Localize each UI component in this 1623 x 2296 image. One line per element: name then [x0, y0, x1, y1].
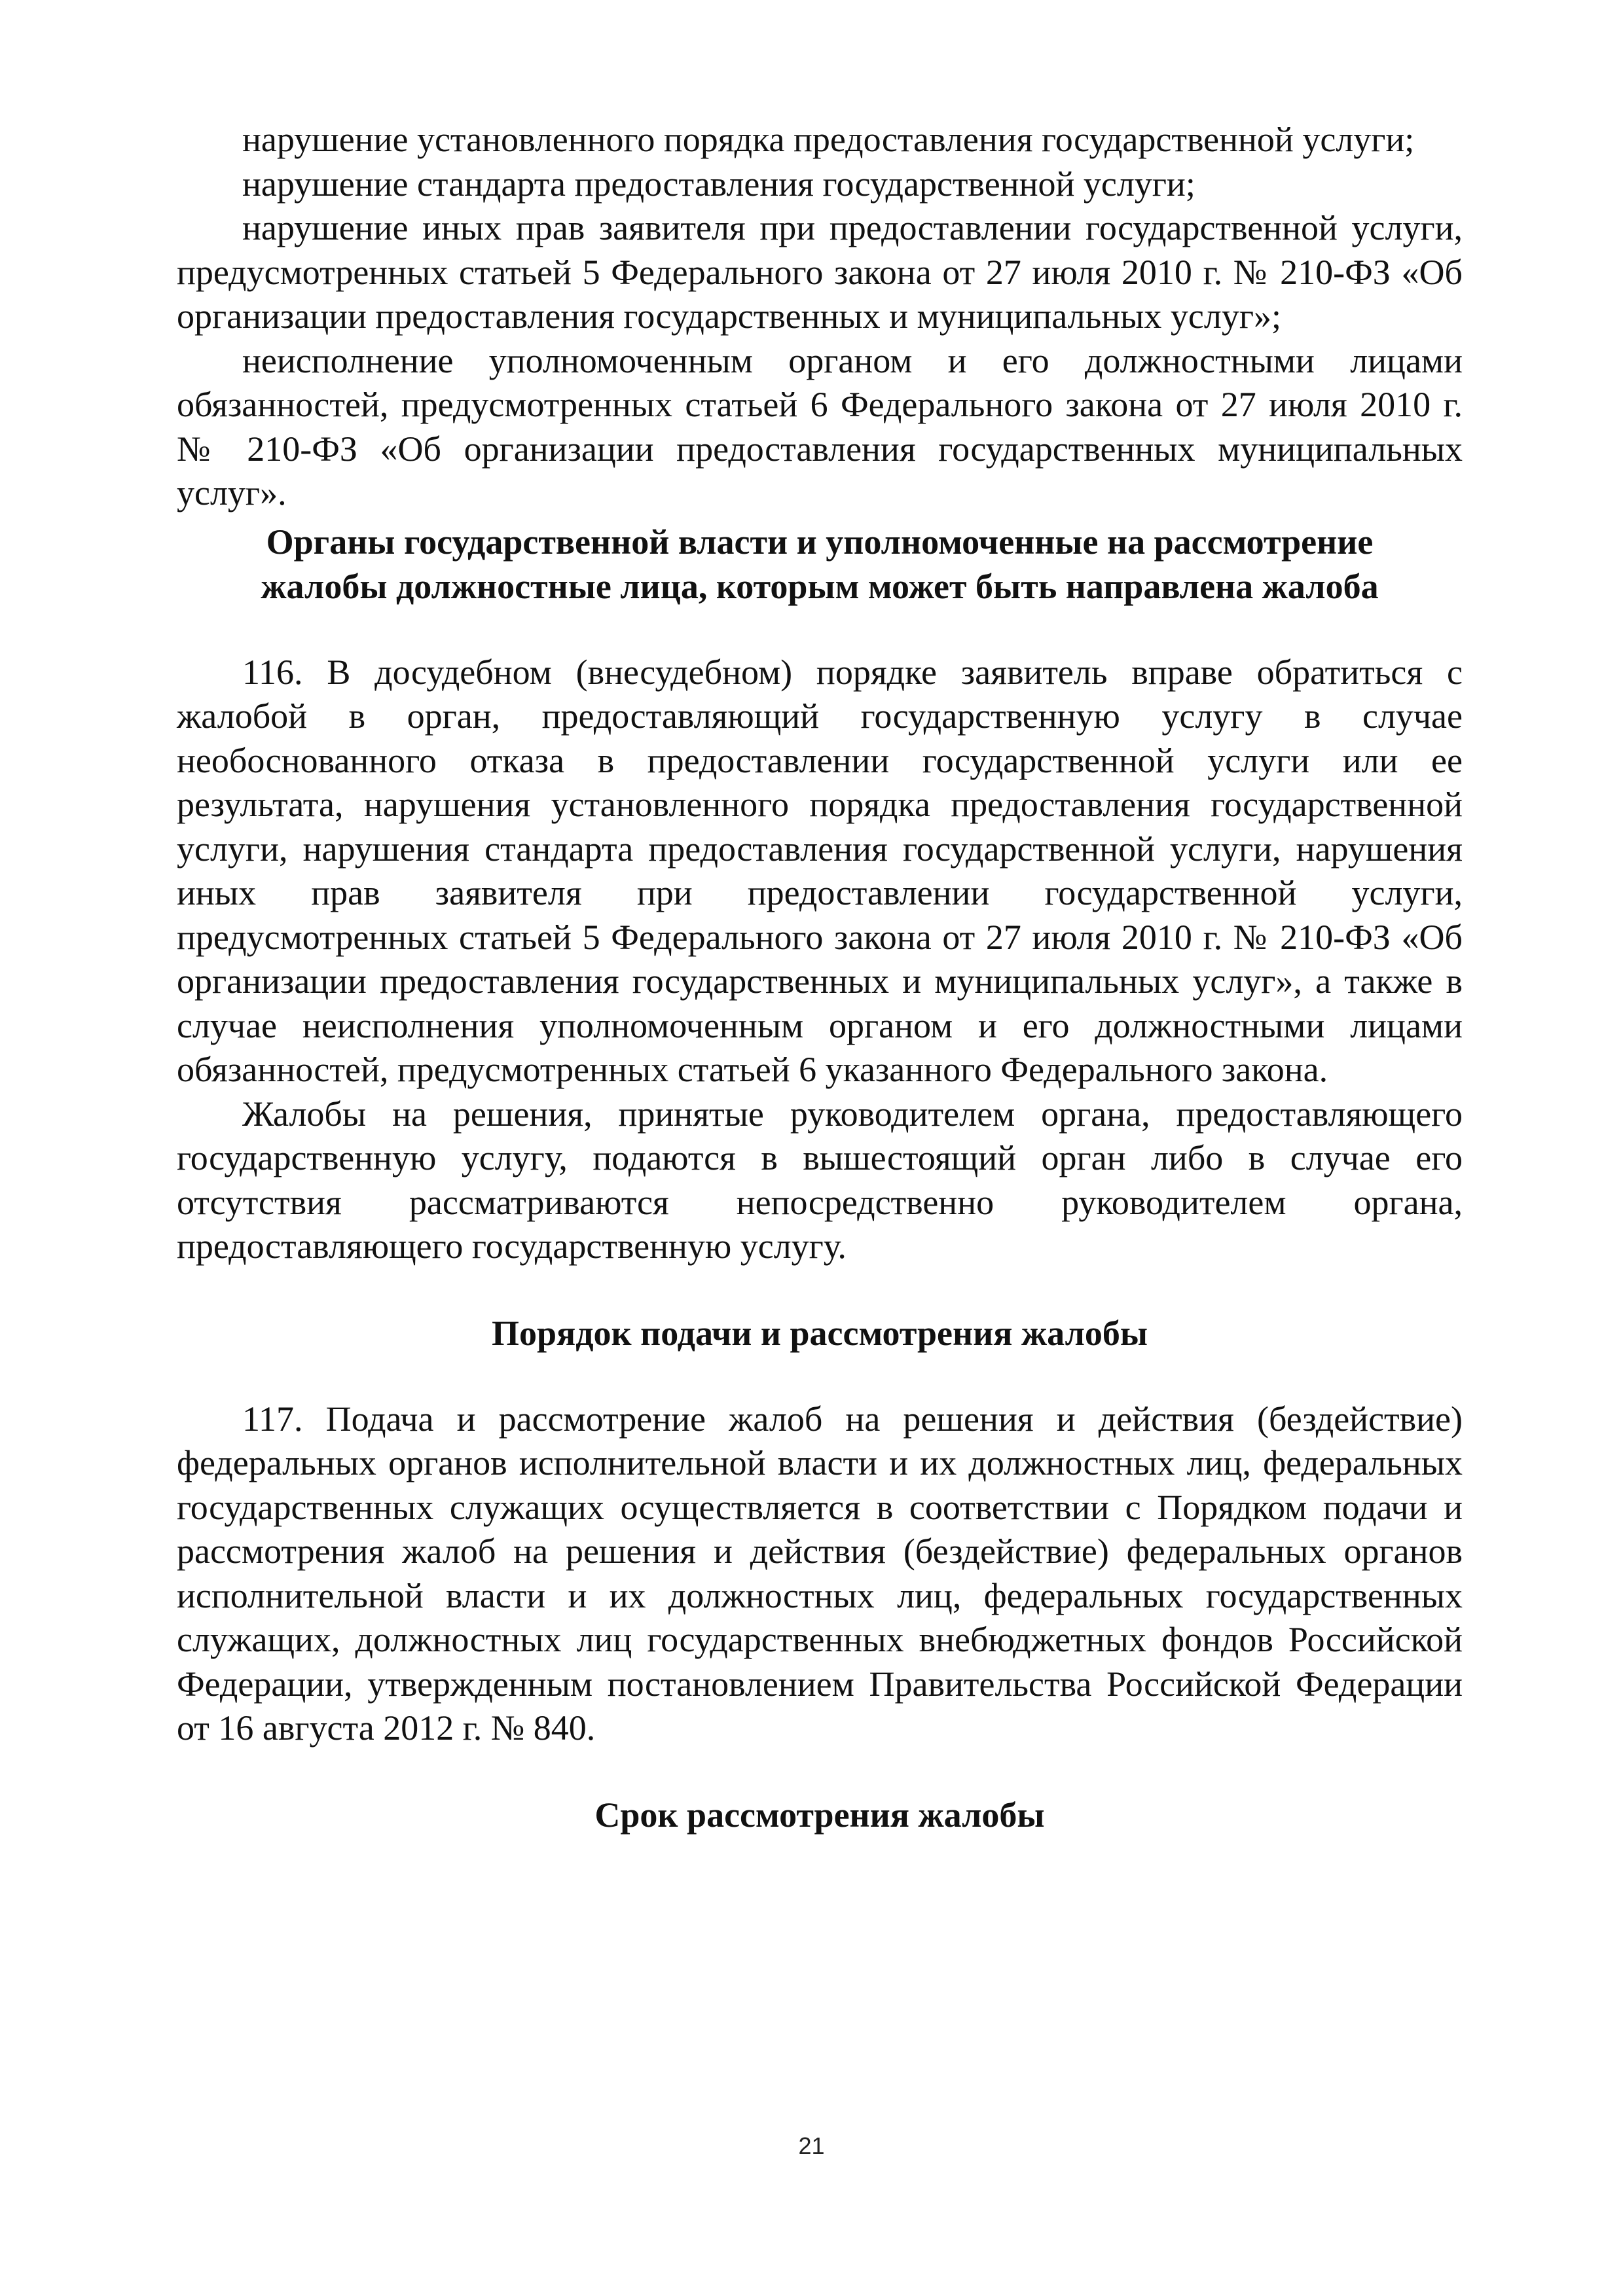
list-item-non-fulfillment: неисполнение уполномоченным органом и его должностными лицами обязанностей, предусмотренных статьей 6 Федерального закона от 27 июля 2010 г. № 210-ФЗ «Об организации предоставления государственных муниципальных услуг». — [177, 340, 1463, 512]
list-item-violation-other-rights: нарушение иных прав заявителя при предоставлении государственной услуги, предусмотренных статьей 5 Федерального закона от 27 июля 2010 г. № 210-ФЗ «Об организации предоставления государственных и муниципальных услуг»; — [177, 208, 1463, 336]
paragraph-117: 117. Подача и рассмотрение жалоб на решения и действия (бездействие) федеральных органов исполнительной власти и их должностных лиц, федеральных государственных служащих осуществляется в соответствии с Порядком подачи и рассмотрения жалоб на решения и действия (бездействие) федеральных органов исполнительной власти и их должностных лиц, федеральных государственных служащих, должностных лиц государственных внебюджетных фондов Российской Федерации, утвержденным постановлением Правительства Российской Федерации от 16 августа 2012 г. № 840. — [177, 1399, 1463, 1748]
spacer — [177, 1751, 1463, 1793]
paragraph-116: 116. В досудебном (внесудебном) порядке заявитель вправе обратиться с жалобой в орган, предоставляющий государственную услугу в случае необоснованного отказа в предоставлении государственной услуги или ее результата, нарушения установленного порядка предоставления государственной услуги, нарушения стандарта предоставления государственной услуги, нарушения иных прав заявителя при предоставлении государственной услуги, предусмотренных статьей 5 Федерального закона от 27 июля 2010 г. № 210-ФЗ «Об организации предоставления государственных и муниципальных услуг», а также в случае неисполнения уполномоченным органом и его должностными лицами обязанностей, предусмотренных статьей 6 указанного Федерального закона. — [177, 652, 1463, 1089]
section-heading-organs: Органы государственной власти и уполномоченные на рассмотрение жалобы должностные лица, которым может быть направлена жалоба — [261, 522, 1379, 606]
section-heading-term: Срок рассмотрения жалобы — [594, 1795, 1045, 1835]
page-number: 21 — [798, 2132, 825, 2159]
spacer — [177, 1355, 1463, 1397]
spacer — [177, 1269, 1463, 1311]
document-page — [177, 118, 1463, 1837]
list-item-violation-procedure: нарушение установленного порядка предоставления государственной услуги; — [242, 120, 1415, 159]
spacer — [177, 609, 1463, 651]
list-item-violation-standard: нарушение стандарта предоставления государственной услуги; — [242, 164, 1195, 204]
paragraph-complaints-on-decisions: Жалобы на решения, принятые руководителем органа, предоставляющего государственную услугу, подаются в вышестоящий орган либо в случае его отсутствия рассматриваются непосредственно руководителем органа, предоставляющего государственную услугу. — [177, 1094, 1463, 1266]
section-heading-procedure: Порядок подачи и рассмотрения жалобы — [491, 1313, 1148, 1353]
